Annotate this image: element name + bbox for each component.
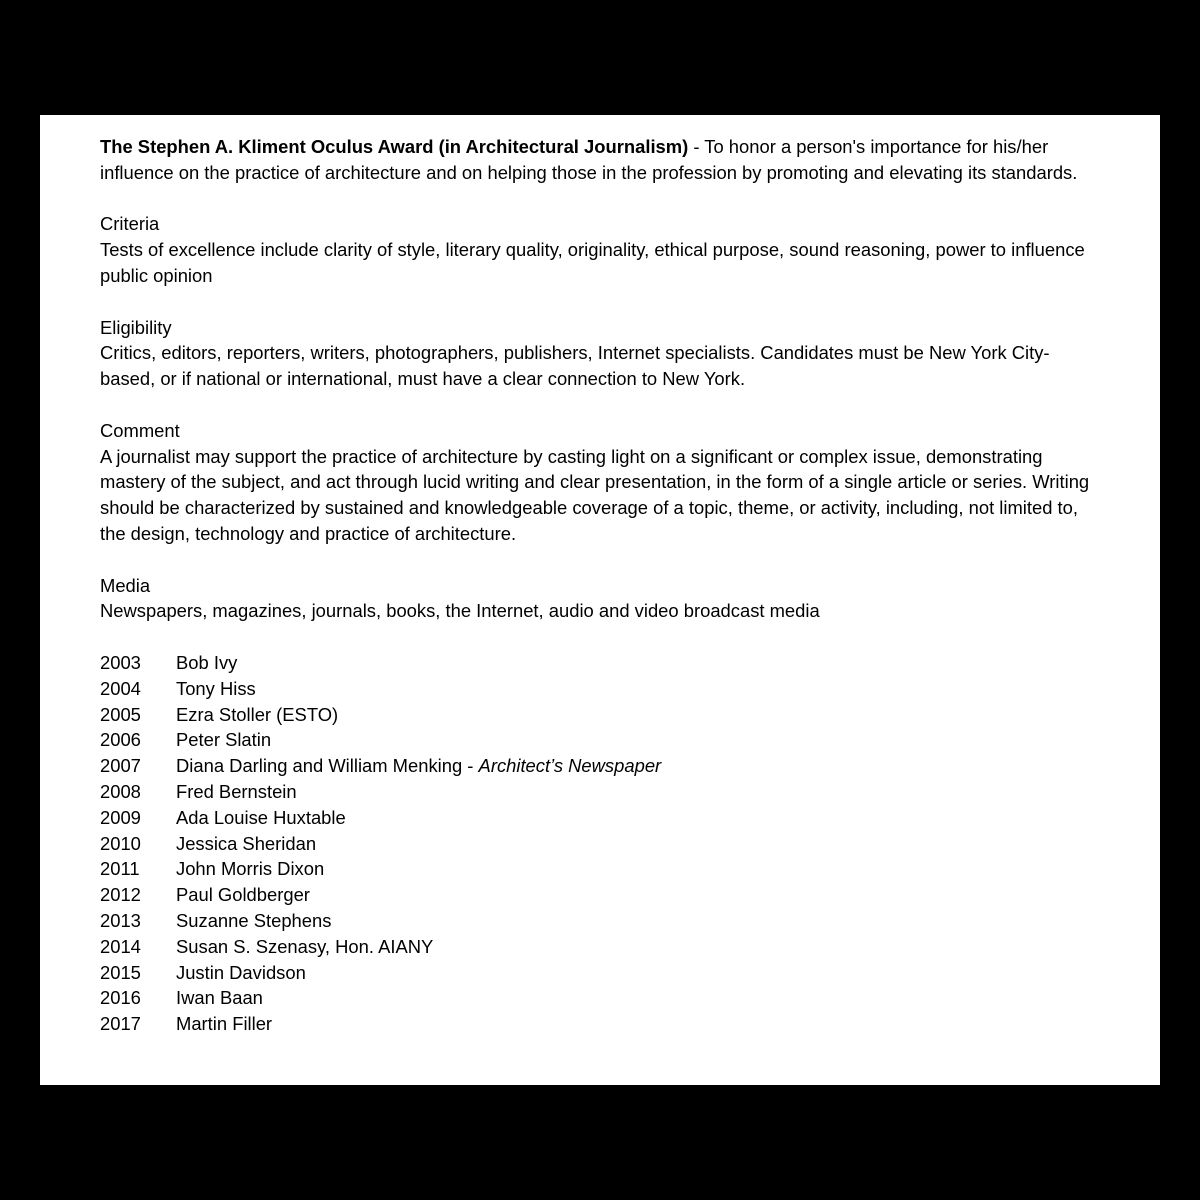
recipient-name: Martin Filler <box>176 1013 273 1035</box>
recipient-year: 2004 <box>100 677 141 699</box>
recipient-year: 2015 <box>100 961 141 983</box>
award-intro <box>100 134 1090 186</box>
recipient-row <box>100 856 1090 882</box>
recipient-name: Ezra Stoller (ESTO) <box>176 703 339 725</box>
recipient-row <box>100 985 1090 1011</box>
recipient-name: Paul Goldberger <box>176 884 310 906</box>
section-heading: Media <box>100 574 151 596</box>
section-criteria <box>100 211 1090 288</box>
section-comment <box>100 418 1090 547</box>
section-body: Tests of excellence include clarity of style, literary quality, originality, ethical purpose, sound reasoning, power to influence public opinion <box>100 239 1085 286</box>
recipient-name: Justin Davidson <box>176 961 306 983</box>
recipient-row <box>100 934 1090 960</box>
recipient-row <box>100 676 1090 702</box>
recipient-row <box>100 1011 1090 1037</box>
recipient-name: Tony Hiss <box>176 677 256 699</box>
recipient-year: 2006 <box>100 729 141 751</box>
recipient-row <box>100 702 1090 728</box>
recipient-year: 2008 <box>100 780 141 802</box>
section-heading: Criteria <box>100 213 160 235</box>
recipient-publication: Architect’s Newspaper <box>478 755 662 777</box>
recipient-name: Bob Ivy <box>176 651 238 673</box>
section-eligibility <box>100 315 1090 392</box>
recipient-year: 2007 <box>100 755 141 777</box>
recipient-year: 2011 <box>100 858 140 880</box>
recipient-year: 2005 <box>100 703 141 725</box>
recipient-row <box>100 650 1090 676</box>
recipient-year: 2014 <box>100 935 141 957</box>
recipient-row <box>100 805 1090 831</box>
document-content <box>100 134 1090 1037</box>
recipient-row <box>100 727 1090 753</box>
recipient-row <box>100 960 1090 986</box>
recipient-name: Peter Slatin <box>176 729 272 751</box>
recipient-name: Ada Louise Huxtable <box>176 806 346 828</box>
award-description: - To honor a person's importance for his/her influence on the practice of architecture and on helping those in the profession by promoting and elevating its standards. <box>100 136 1078 183</box>
section-body: Newspapers, magazines, journals, books, the Internet, audio and video broadcast media <box>100 600 820 622</box>
recipient-year: 2010 <box>100 832 141 854</box>
section-heading: Eligibility <box>100 316 172 338</box>
recipient-name: Fred Bernstein <box>176 780 297 802</box>
recipient-name: John Morris Dixon <box>176 858 325 880</box>
recipient-name: Susan S. Szenasy, Hon. AIANY <box>176 935 434 957</box>
recipient-row <box>100 908 1090 934</box>
recipient-year: 2017 <box>100 1013 141 1035</box>
recipient-name: Diana Darling and William Menking - <box>176 755 479 777</box>
recipient-row <box>100 831 1090 857</box>
section-body: A journalist may support the practice of architecture by casting light on a significant or complex issue, demonstrating mastery of the subject, and act through lucid writing and clear presentation, in the form of a single article or series. Writing should be characterized by sustained and knowledgeable coverage of a topic, theme, or activity, including, not limited to, the design, technology and practice of architecture. <box>100 445 1090 544</box>
recipient-row <box>100 779 1090 805</box>
recipient-year: 2003 <box>100 651 141 673</box>
recipient-year: 2013 <box>100 909 141 931</box>
section-heading: Comment <box>100 419 180 441</box>
recipient-row <box>100 882 1090 908</box>
section-body: Critics, editors, reporters, writers, photographers, publishers, Internet specialists. Candidates must be New York City- based, or if national or international, must have a clear connection to New York. <box>100 342 1050 390</box>
section-media <box>100 573 1090 625</box>
recipient-name: Jessica Sheridan <box>176 832 317 854</box>
recipient-year: 2012 <box>100 884 141 906</box>
recipient-year: 2009 <box>100 806 141 828</box>
award-title: The Stephen A. Kliment Oculus Award (in Architectural Journalism) <box>100 136 689 157</box>
recipients-list <box>100 650 1090 1037</box>
document-page <box>40 115 1160 1085</box>
recipient-name: Iwan Baan <box>176 987 263 1009</box>
recipient-name: Suzanne Stephens <box>176 909 332 931</box>
recipient-row <box>100 753 1090 779</box>
recipient-year: 2016 <box>100 987 141 1009</box>
